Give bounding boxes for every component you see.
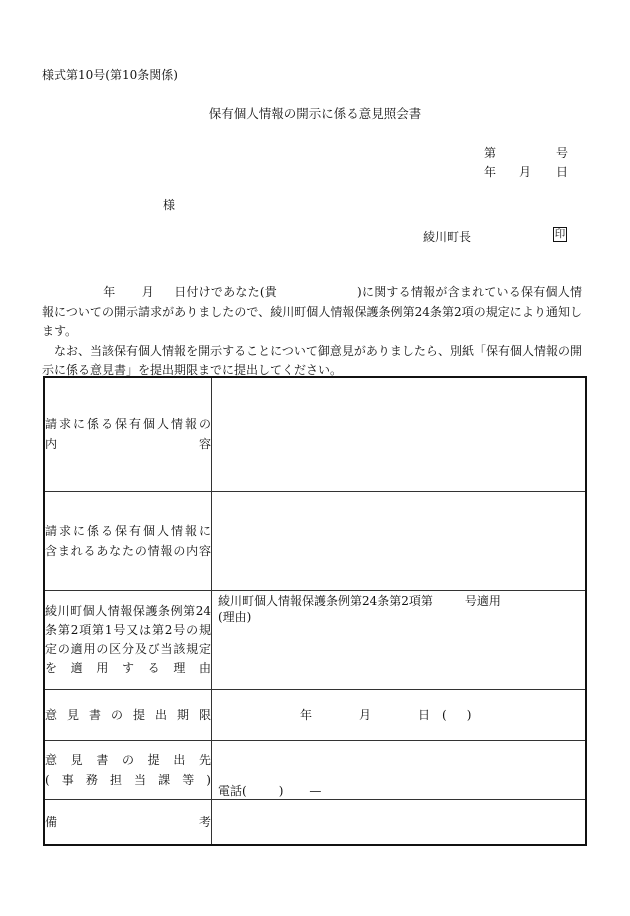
row2-label-a: 請求に係る保有個人情報に <box>45 523 211 538</box>
form-number: 様式第10号(第10条関係) <box>42 68 178 82</box>
document-title: 保有個人情報の開示に係る意見照会書 <box>208 106 422 121</box>
row4-label <box>44 689 212 740</box>
row3-value-line <box>218 593 579 609</box>
row6-value[interactable] <box>212 799 587 845</box>
row5-label-b: (事務担当課等) <box>45 772 211 787</box>
row6-label-b: 考 <box>198 814 211 829</box>
row2-value[interactable] <box>212 491 587 590</box>
row4-day: 日 <box>418 708 431 722</box>
number-suffix: 号 <box>556 146 569 160</box>
row3-label-d: を適用する理由 <box>45 660 211 675</box>
seal-mark: 印 <box>554 228 566 240</box>
table-row <box>44 799 586 845</box>
p1-month-label: 月 <box>141 285 154 299</box>
row5-phone-close: ) <box>278 783 284 798</box>
addressee-suffix: 様 <box>163 198 176 212</box>
date-month-label: 月 <box>519 165 532 179</box>
row5-label <box>44 740 212 799</box>
row4-paren-close: ) <box>466 708 472 722</box>
p1-year-label: 年 <box>103 285 116 299</box>
p1-text-2: )に関する情報が含まれている保有個人情報についての開示請求がありましたので、綾川町個人情報保護条例第24条第2項の規定により通知します。 <box>42 285 582 338</box>
row6-label <box>44 799 212 845</box>
notice-body <box>42 283 582 381</box>
row3-value-b: 号適用 <box>464 593 501 608</box>
row3-label <box>44 590 212 689</box>
inquiry-table <box>43 376 587 846</box>
row1-label-b: 内容 <box>45 437 211 452</box>
row5-label-a: 意見書の提出先 <box>45 752 211 767</box>
row2-label-b: 含まれるあなたの情報の内容 <box>45 543 211 558</box>
row5-dash: — <box>309 783 322 798</box>
date-day-label: 日 <box>556 165 569 179</box>
row3-value-a: 綾川町個人情報保護条例第24条第2項第 <box>218 593 433 608</box>
sender-name: 綾川町長 <box>423 230 472 244</box>
notice-paragraph-2 <box>42 342 582 381</box>
row5-phone-label: 電話( <box>218 783 247 798</box>
row5-value[interactable] <box>212 740 587 799</box>
table-row <box>44 491 586 590</box>
row6-label-wrap <box>45 812 211 832</box>
notice-paragraph-1 <box>42 283 582 342</box>
number-prefix: 第 <box>484 146 497 160</box>
row4-paren-open: ( <box>442 708 447 722</box>
table-row <box>44 590 586 689</box>
row3-label-c: 定の適用の区分及び当該規定 <box>45 641 211 656</box>
row4-label-text: 意見書の提出期限 <box>45 707 211 722</box>
table-row <box>44 689 586 740</box>
date-year-label: 年 <box>484 165 497 179</box>
p2-text: なお、当該保有個人情報を開示することについて御意見がありましたら、別紙「保有個人情報の開示に係る意見書」を提出期限までに提出してください。 <box>42 343 582 377</box>
row4-month: 月 <box>359 708 372 722</box>
table-row <box>44 377 586 491</box>
row2-label <box>44 491 212 590</box>
row3-value[interactable] <box>212 590 587 689</box>
row6-label-a: 備 <box>45 814 58 829</box>
row1-label-a: 請求に係る保有個人情報の <box>45 417 211 432</box>
row4-year: 年 <box>300 708 313 722</box>
row1-label <box>44 377 212 491</box>
p1-text-1: 日付けであなた(貴 <box>173 285 278 299</box>
row4-value[interactable] <box>212 689 587 740</box>
row3-label-a: 綾川町個人情報保護条例第24 <box>45 603 211 618</box>
table-row <box>44 740 586 799</box>
row1-value[interactable] <box>212 377 587 491</box>
row3-label-b: 条第2項第1号又は第2号の規 <box>45 622 211 637</box>
row3-value-c: (理由) <box>218 609 252 624</box>
